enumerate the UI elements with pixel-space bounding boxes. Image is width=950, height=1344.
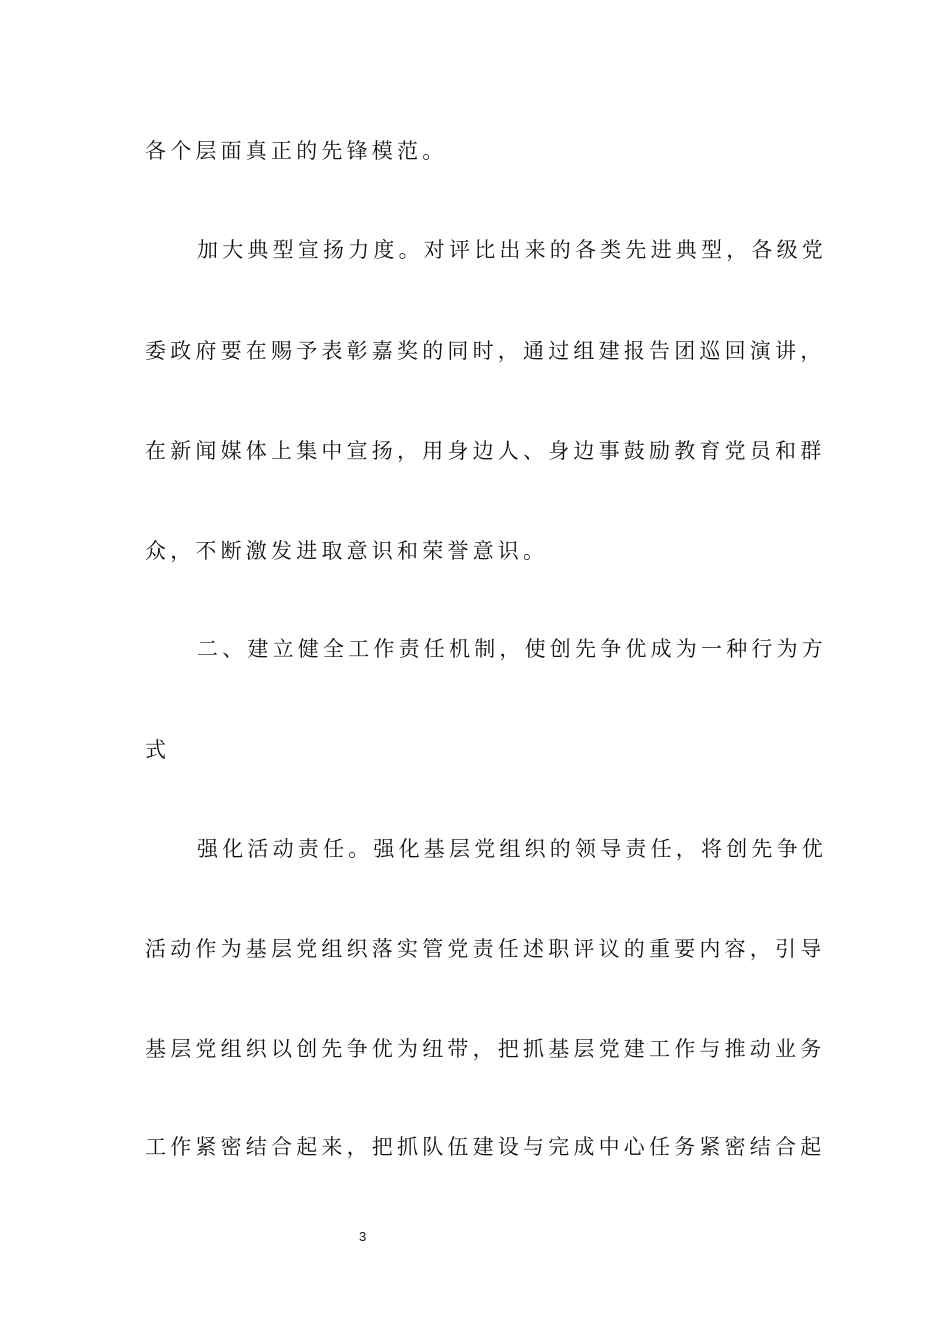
- paragraph-typical-promotion-line-1: 加大典型宣扬力度。对评比出来的各类先进典型，各级党: [197, 238, 827, 262]
- section-heading-line-2: 式: [145, 738, 171, 762]
- paragraph-typical-promotion-line-2: 委政府要在赐予表彰嘉奖的同时，通过组建报告团巡回演讲，: [145, 339, 826, 363]
- text-line-1: 各个层面真正的先锋模范。: [145, 139, 448, 163]
- section-heading-line-1: 二、建立健全工作责任机制，使创先争优成为一种行为方: [197, 637, 827, 661]
- paragraph-typical-promotion-line-3: 在新闻媒体上集中宣扬，用身边人、身边事鼓励教育党员和群: [145, 439, 826, 463]
- page-number: 3: [359, 1229, 367, 1244]
- paragraph-activity-responsibility-line-2: 活动作为基层党组织落实管党责任述职评议的重要内容，引导: [145, 937, 826, 961]
- paragraph-typical-promotion-line-4: 众，不断激发进取意识和荣誉意识。: [145, 539, 549, 563]
- paragraph-activity-responsibility-line-1: 强化活动责任。强化基层党组织的领导责任，将创先争优: [197, 837, 827, 861]
- paragraph-activity-responsibility-line-4: 工作紧密结合起来，把抓队伍建设与完成中心任务紧密结合起: [145, 1135, 826, 1159]
- paragraph-activity-responsibility-line-3: 基层党组织以创先争优为纽带，把抓基层党建工作与推动业务: [145, 1037, 826, 1061]
